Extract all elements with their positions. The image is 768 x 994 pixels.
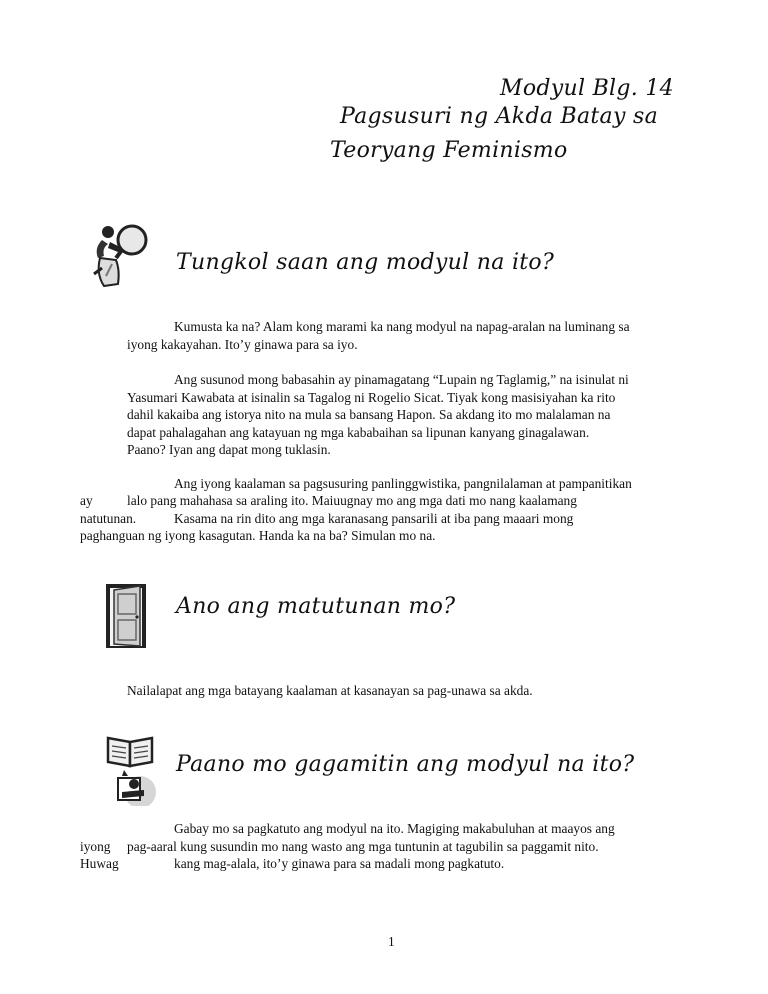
section1-p3-line3-right: Kasama na rin dito ang mga karanasang pansarili at iba pang maaari mong <box>174 511 574 526</box>
section1-p1-line1: Kumusta ka na? Alam kong marami ka nang modyul na napag-aralan na luminang sa <box>174 319 630 334</box>
book-reader-icon <box>104 732 160 806</box>
section1-p3-line2-left: ay <box>80 493 93 508</box>
section1-p3-line1: Ang iyong kaalaman sa pagsusuring panlinggwistika, pangnilalaman at pampanitikan <box>174 476 632 491</box>
section2-heading: Ano ang matutunan mo? <box>176 594 456 619</box>
section1-p2-line5: Paano? Iyan ang dapat mong tuklasin. <box>127 442 331 457</box>
section3-heading: Paano mo gagamitin ang modyul na ito? <box>176 752 635 777</box>
module-title-line1: Pagsusuri ng Akda Batay sa <box>340 104 659 129</box>
section3-line2-right: pag-aaral kung susundin mo nang wasto ang mga tuntunin at tagubilin sa paggamit nito. <box>127 839 599 854</box>
section3-line2-left: iyong <box>80 839 111 854</box>
module-title-line2: Teoryang Feminismo <box>330 138 568 163</box>
magnifying-glass-person-icon <box>88 218 152 290</box>
section1-p2-line1: Ang susunod mong babasahin ay pinamagatang “Lupain ng Taglamig,” na isinulat ni <box>174 372 629 387</box>
section1-p3-line2-right: lalo pang mahahasa sa araling ito. Maiuugnay mo ang mga dati mo nang kaalamang <box>127 493 577 508</box>
section1-p1-line2: iyong kakayahan. Ito’y ginawa para sa iyo. <box>127 337 358 352</box>
section1-p2-line4: dapat pahalagahan ang katayuan ng mga kababaihan sa lipunan kanyang ginagalawan. <box>127 425 590 440</box>
section2-text: Nailalapat ang mga batayang kaalaman at kasanayan sa pag-unawa sa akda. <box>127 683 533 698</box>
section3-line3-right: kang mag-alala, ito’y ginawa para sa madali mong pagkatuto. <box>174 856 505 871</box>
section1-heading: Tungkol saan ang modyul na ito? <box>176 250 555 275</box>
module-number: Modyul Blg. 14 <box>500 76 674 101</box>
page-number: 1 <box>388 934 395 949</box>
open-door-icon <box>104 582 150 650</box>
section3-line1: Gabay mo sa pagkatuto ang modyul na ito. Magiging makabuluhan at maayos ang <box>174 821 615 836</box>
section1-p3-line3-left: natutunan. <box>80 511 137 526</box>
section1-p3-line4: paghanguan ng iyong kasagutan. Handa ka na ba? Simulan mo na. <box>80 528 436 543</box>
section1-p2-line2: Yasumari Kawabata at isinalin sa Tagalog ni Rogelio Sicat. Tiyak kong masisiyahan ka rito <box>127 390 616 405</box>
section1-p2-line3: dahil kakaiba ang istorya nito na mula sa bansang Hapon. Sa akdang ito mo malalaman na <box>127 407 611 422</box>
section3-line3-left: Huwag <box>80 856 119 871</box>
